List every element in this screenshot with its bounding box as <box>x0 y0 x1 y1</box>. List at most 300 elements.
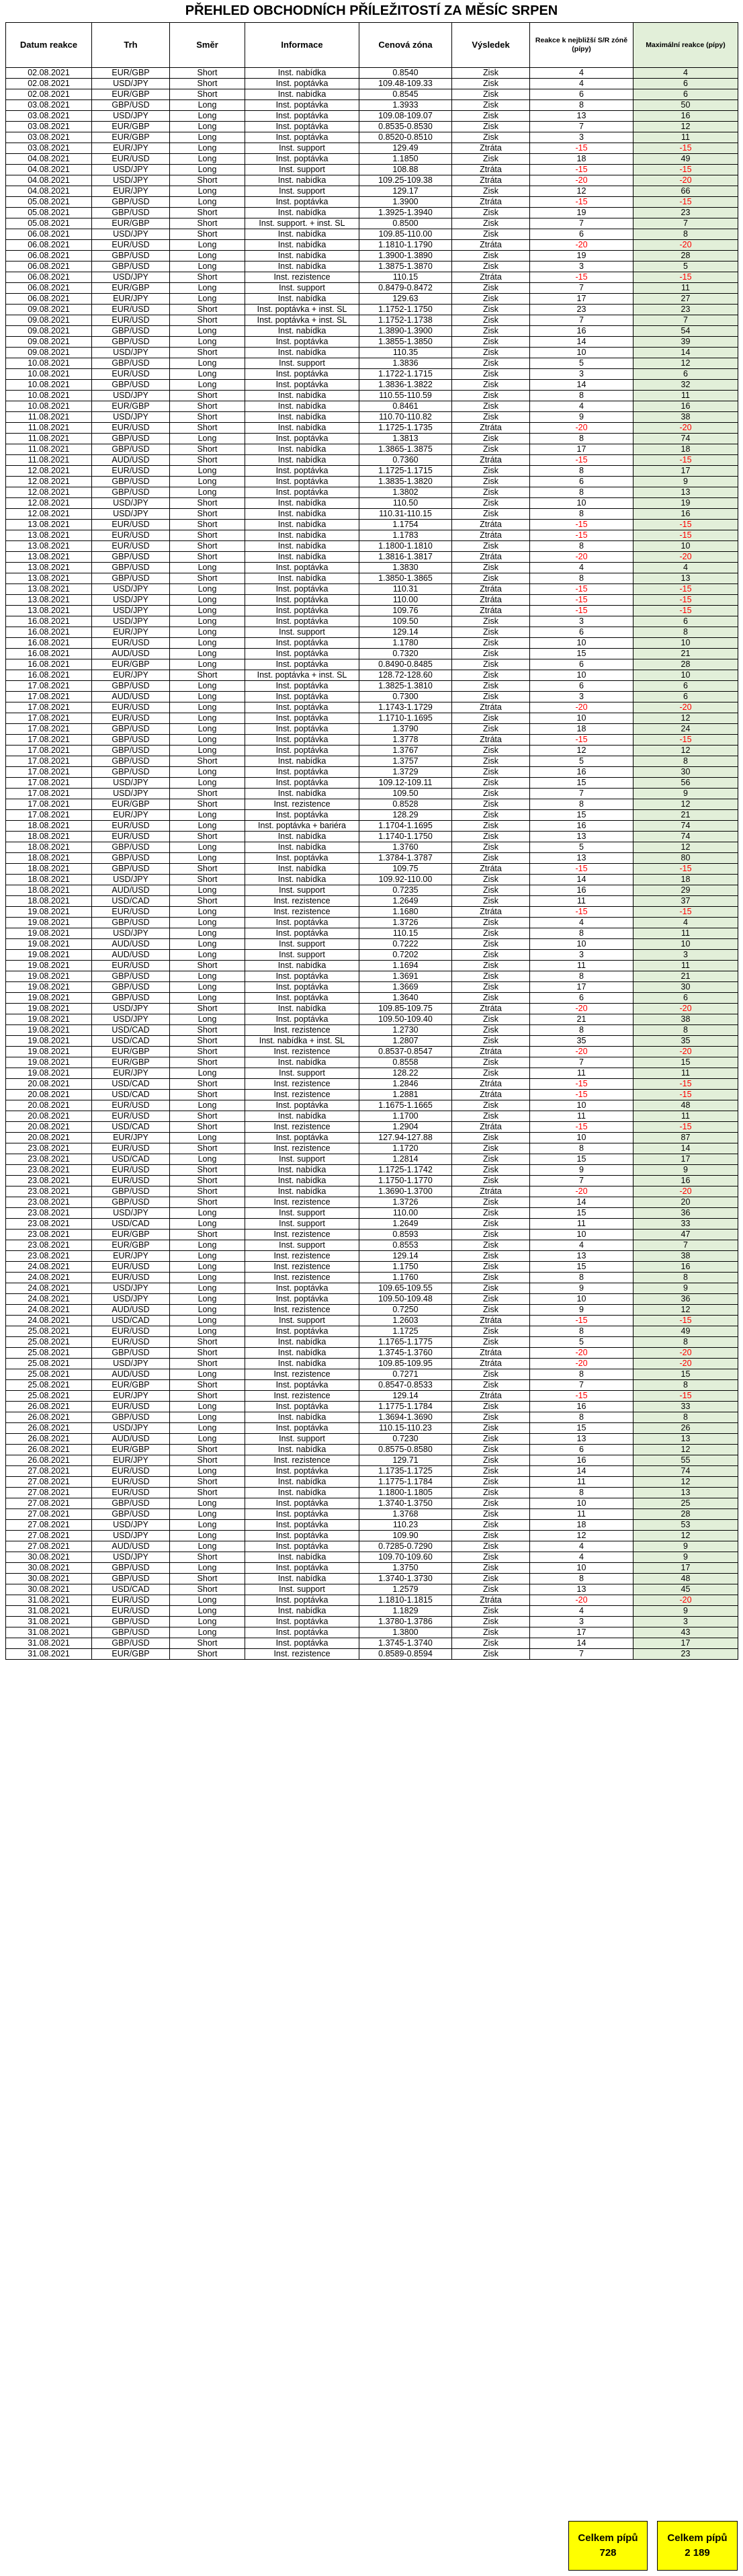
cell-smer: Short <box>170 229 245 240</box>
cell-smer: Short <box>170 455 245 466</box>
cell-vysledek: Zisk <box>452 337 530 348</box>
cell-datum: 06.08.2021 <box>6 272 92 283</box>
cell-datum: 30.08.2021 <box>6 1574 92 1584</box>
cell-datum: 10.08.2021 <box>6 380 92 391</box>
cell-max: -15 <box>633 165 738 175</box>
cell-zona: 110.15 <box>359 272 452 283</box>
cell-reakce: 14 <box>530 337 633 348</box>
cell-trh: GBP/USD <box>92 197 170 208</box>
cell-datum: 05.08.2021 <box>6 208 92 218</box>
table-row <box>6 939 738 950</box>
cell-informace: Inst. rezistence <box>245 1391 359 1402</box>
cell-datum: 17.08.2021 <box>6 778 92 789</box>
cell-zona: 0.8500 <box>359 218 452 229</box>
cell-reakce: 8 <box>530 434 633 444</box>
cell-reakce: 10 <box>530 638 633 649</box>
cell-smer: Long <box>170 283 245 294</box>
cell-vysledek: Zisk <box>452 842 530 853</box>
cell-zona: 1.1775-1.1784 <box>359 1402 452 1412</box>
cell-max: 30 <box>633 767 738 778</box>
cell-informace: Inst. nabídka <box>245 842 359 853</box>
cell-zona: 128.72-128.60 <box>359 670 452 681</box>
cell-informace: Inst. rezistence <box>245 1122 359 1133</box>
cell-smer: Long <box>170 885 245 896</box>
table-row <box>6 218 738 229</box>
cell-smer: Short <box>170 1348 245 1359</box>
cell-trh: EUR/GBP <box>92 68 170 79</box>
cell-reakce: 14 <box>530 875 633 885</box>
cell-max: 55 <box>633 1455 738 1466</box>
cell-zona: 1.1704-1.1695 <box>359 821 452 832</box>
cell-vysledek: Zisk <box>452 1036 530 1047</box>
cell-max: 13 <box>633 1434 738 1445</box>
cell-datum: 18.08.2021 <box>6 832 92 842</box>
cell-vysledek: Zisk <box>452 649 530 659</box>
cell-informace: Inst. poptávka + inst. SL <box>245 670 359 681</box>
cell-smer: Long <box>170 971 245 982</box>
table-row <box>6 950 738 961</box>
cell-vysledek: Ztráta <box>452 197 530 208</box>
table-row <box>6 380 738 391</box>
cell-smer: Long <box>170 186 245 197</box>
cell-max: 12 <box>633 358 738 369</box>
cell-datum: 03.08.2021 <box>6 132 92 143</box>
cell-max: -20 <box>633 1186 738 1197</box>
cell-informace: Inst. rezistence <box>245 1455 359 1466</box>
cell-max: 18 <box>633 444 738 455</box>
cell-datum: 17.08.2021 <box>6 692 92 702</box>
cell-reakce: 8 <box>530 466 633 477</box>
cell-datum: 19.08.2021 <box>6 1068 92 1079</box>
table-row <box>6 1014 738 1025</box>
header-reakce: Reakce k nejbližší S/R zóně (pípy) <box>530 23 633 68</box>
table-row <box>6 1100 738 1111</box>
cell-informace: Inst. poptávka <box>245 681 359 692</box>
cell-zona: 129.14 <box>359 627 452 638</box>
cell-datum: 26.08.2021 <box>6 1402 92 1412</box>
cell-max: -15 <box>633 595 738 606</box>
cell-informace: Inst. nabídka <box>245 444 359 455</box>
cell-vysledek: Ztráta <box>452 1186 530 1197</box>
cell-datum: 23.08.2021 <box>6 1197 92 1208</box>
cell-max: 8 <box>633 1273 738 1283</box>
cell-reakce: 9 <box>530 1165 633 1176</box>
cell-reakce: 4 <box>530 1552 633 1563</box>
cell-trh: USD/JPY <box>92 1014 170 1025</box>
cell-trh: USD/JPY <box>92 616 170 627</box>
cell-reakce: -15 <box>530 606 633 616</box>
cell-vysledek: Zisk <box>452 1541 530 1552</box>
cell-informace: Inst. poptávka <box>245 1638 359 1649</box>
cell-datum: 09.08.2021 <box>6 326 92 337</box>
cell-trh: EUR/USD <box>92 1100 170 1111</box>
cell-vysledek: Ztráta <box>452 584 530 595</box>
cell-datum: 17.08.2021 <box>6 746 92 756</box>
cell-smer: Short <box>170 391 245 401</box>
header-vysledek: Výsledek <box>452 23 530 68</box>
cell-reakce: 8 <box>530 541 633 552</box>
cell-zona: 129.71 <box>359 1455 452 1466</box>
cell-zona: 0.8540 <box>359 68 452 79</box>
cell-informace: Inst. support <box>245 1584 359 1595</box>
cell-smer: Short <box>170 89 245 100</box>
cell-vysledek: Zisk <box>452 713 530 724</box>
cell-reakce: 16 <box>530 326 633 337</box>
cell-datum: 26.08.2021 <box>6 1412 92 1423</box>
cell-reakce: 3 <box>530 1617 633 1627</box>
table-row <box>6 1531 738 1541</box>
cell-vysledek: Zisk <box>452 756 530 767</box>
cell-datum: 24.08.2021 <box>6 1305 92 1316</box>
cell-trh: USD/JPY <box>92 509 170 520</box>
table-row <box>6 1090 738 1100</box>
cell-smer: Long <box>170 1423 245 1434</box>
table-row <box>6 1595 738 1606</box>
table-row <box>6 1552 738 1563</box>
cell-datum: 16.08.2021 <box>6 670 92 681</box>
cell-reakce: 8 <box>530 487 633 498</box>
cell-informace: Inst. rezistence <box>245 1230 359 1240</box>
cell-datum: 16.08.2021 <box>6 616 92 627</box>
cell-max: 11 <box>633 132 738 143</box>
cell-informace: Inst. poptávka + inst. SL <box>245 305 359 315</box>
cell-max: -15 <box>633 1316 738 1326</box>
cell-trh: EUR/USD <box>92 961 170 971</box>
cell-zona: 1.2649 <box>359 1219 452 1230</box>
cell-reakce: 13 <box>530 832 633 842</box>
cell-informace: Inst. support <box>245 143 359 154</box>
cell-zona: 1.1740-1.1750 <box>359 832 452 842</box>
cell-datum: 25.08.2021 <box>6 1369 92 1380</box>
table-row <box>6 477 738 487</box>
cell-max: 8 <box>633 1412 738 1423</box>
cell-max: 10 <box>633 670 738 681</box>
cell-max: -15 <box>633 1079 738 1090</box>
cell-max: -15 <box>633 455 738 466</box>
cell-vysledek: Zisk <box>452 434 530 444</box>
cell-trh: USD/JPY <box>92 584 170 595</box>
cell-vysledek: Zisk <box>452 380 530 391</box>
cell-trh: USD/JPY <box>92 1552 170 1563</box>
cell-smer: Short <box>170 208 245 218</box>
cell-datum: 11.08.2021 <box>6 444 92 455</box>
cell-max: 17 <box>633 466 738 477</box>
cell-zona: 128.22 <box>359 1068 452 1079</box>
cell-trh: EUR/USD <box>92 315 170 326</box>
table-row <box>6 1122 738 1133</box>
cell-vysledek: Zisk <box>452 627 530 638</box>
cell-zona: 109.50 <box>359 616 452 627</box>
cell-vysledek: Zisk <box>452 1143 530 1154</box>
cell-trh: AUD/USD <box>92 692 170 702</box>
cell-informace: Inst. nabídka <box>245 251 359 261</box>
cell-trh: USD/JPY <box>92 391 170 401</box>
cell-zona: 1.3850-1.3865 <box>359 573 452 584</box>
table-row <box>6 487 738 498</box>
cell-reakce: -20 <box>530 175 633 186</box>
cell-informace: Inst. poptávka <box>245 100 359 111</box>
cell-vysledek: Zisk <box>452 154 530 165</box>
table-row <box>6 1509 738 1520</box>
cell-zona: 1.3778 <box>359 735 452 746</box>
cell-smer: Long <box>170 132 245 143</box>
cell-zona: 127.94-127.88 <box>359 1133 452 1143</box>
cell-vysledek: Zisk <box>452 1100 530 1111</box>
cell-trh: GBP/USD <box>92 1197 170 1208</box>
table-row <box>6 541 738 552</box>
cell-vysledek: Zisk <box>452 896 530 907</box>
cell-informace: Inst. poptávka <box>245 477 359 487</box>
cell-max: 6 <box>633 89 738 100</box>
cell-trh: EUR/GBP <box>92 218 170 229</box>
table-row <box>6 1541 738 1552</box>
cell-zona: 1.3745-1.3740 <box>359 1638 452 1649</box>
table-row <box>6 132 738 143</box>
totals-reakce <box>568 2521 648 2571</box>
cell-reakce: -15 <box>530 595 633 606</box>
cell-smer: Short <box>170 1111 245 1122</box>
cell-zona: 1.3925-1.3940 <box>359 208 452 218</box>
table-row <box>6 1273 738 1283</box>
cell-trh: AUD/USD <box>92 885 170 896</box>
cell-trh: EUR/USD <box>92 1176 170 1186</box>
cell-max: 21 <box>633 810 738 821</box>
cell-trh: EUR/GBP <box>92 1230 170 1240</box>
table-row <box>6 455 738 466</box>
cell-datum: 10.08.2021 <box>6 358 92 369</box>
cell-vysledek: Zisk <box>452 789 530 799</box>
cell-max: 24 <box>633 724 738 735</box>
cell-reakce: 8 <box>530 1488 633 1498</box>
cell-informace: Inst. nabídka <box>245 530 359 541</box>
cell-informace: Inst. rezistence <box>245 272 359 283</box>
cell-zona: 110.00 <box>359 595 452 606</box>
cell-reakce: 7 <box>530 1057 633 1068</box>
cell-smer: Long <box>170 563 245 573</box>
cell-smer: Short <box>170 1638 245 1649</box>
cell-smer: Short <box>170 412 245 423</box>
cell-informace: Inst. rezistence <box>245 1305 359 1316</box>
cell-trh: EUR/USD <box>92 1606 170 1617</box>
cell-smer: Long <box>170 595 245 606</box>
cell-vysledek: Zisk <box>452 1197 530 1208</box>
cell-vysledek: Zisk <box>452 132 530 143</box>
cell-max: 33 <box>633 1402 738 1412</box>
cell-zona: 110.31-110.15 <box>359 509 452 520</box>
cell-zona: 0.7300 <box>359 692 452 702</box>
cell-vysledek: Zisk <box>452 1133 530 1143</box>
cell-trh: EUR/GBP <box>92 401 170 412</box>
cell-smer: Long <box>170 1326 245 1337</box>
cell-smer: Long <box>170 724 245 735</box>
cell-informace: Inst. poptávka <box>245 1423 359 1434</box>
cell-reakce: 7 <box>530 1649 633 1660</box>
cell-datum: 19.08.2021 <box>6 950 92 961</box>
cell-datum: 19.08.2021 <box>6 1047 92 1057</box>
cell-trh: AUD/USD <box>92 1369 170 1380</box>
cell-trh: EUR/JPY <box>92 143 170 154</box>
table-row <box>6 1240 738 1251</box>
cell-informace: Inst. nabídka <box>245 294 359 305</box>
table-row <box>6 649 738 659</box>
cell-trh: EUR/USD <box>92 832 170 842</box>
cell-informace: Inst. poptávka <box>245 638 359 649</box>
cell-max: 12 <box>633 1477 738 1488</box>
header-row <box>6 23 738 68</box>
table-row <box>6 1584 738 1595</box>
cell-datum: 17.08.2021 <box>6 702 92 713</box>
cell-datum: 19.08.2021 <box>6 1004 92 1014</box>
cell-trh: GBP/USD <box>92 1574 170 1584</box>
cell-reakce: 5 <box>530 1337 633 1348</box>
cell-informace: Inst. support. + inst. SL <box>245 218 359 229</box>
table-row <box>6 1488 738 1498</box>
cell-zona: 1.3691 <box>359 971 452 982</box>
cell-zona: 0.8589-0.8594 <box>359 1649 452 1660</box>
table-row <box>6 724 738 735</box>
cell-zona: 0.8520-0.8510 <box>359 132 452 143</box>
cell-reakce: 10 <box>530 1294 633 1305</box>
opportunities-table <box>5 22 738 1660</box>
cell-reakce: 15 <box>530 1208 633 1219</box>
table-row <box>6 1208 738 1219</box>
cell-smer: Short <box>170 348 245 358</box>
cell-datum: 11.08.2021 <box>6 434 92 444</box>
cell-reakce: 15 <box>530 1262 633 1273</box>
cell-reakce: 17 <box>530 294 633 305</box>
cell-zona: 1.1810-1.1815 <box>359 1595 452 1606</box>
cell-vysledek: Zisk <box>452 1402 530 1412</box>
cell-informace: Inst. poptávka <box>245 337 359 348</box>
cell-informace: Inst. poptávka <box>245 606 359 616</box>
cell-smer: Short <box>170 175 245 186</box>
cell-smer: Long <box>170 692 245 702</box>
table-body <box>6 68 738 1660</box>
cell-reakce: 8 <box>530 1025 633 1036</box>
cell-vysledek: Zisk <box>452 186 530 197</box>
cell-datum: 23.08.2021 <box>6 1186 92 1197</box>
cell-datum: 06.08.2021 <box>6 240 92 251</box>
cell-vysledek: Zisk <box>452 68 530 79</box>
cell-smer: Long <box>170 1294 245 1305</box>
cell-reakce: -20 <box>530 1595 633 1606</box>
cell-trh: GBP/USD <box>92 1563 170 1574</box>
cell-trh: EUR/USD <box>92 1477 170 1488</box>
cell-informace: Inst. poptávka <box>245 380 359 391</box>
cell-max: -20 <box>633 240 738 251</box>
cell-informace: Inst. poptávka <box>245 1014 359 1025</box>
cell-reakce: 16 <box>530 767 633 778</box>
cell-reakce: 11 <box>530 1219 633 1230</box>
cell-reakce: 10 <box>530 498 633 509</box>
cell-reakce: 8 <box>530 509 633 520</box>
cell-zona: 109.76 <box>359 606 452 616</box>
cell-max: 21 <box>633 649 738 659</box>
table-row <box>6 261 738 272</box>
cell-vysledek: Zisk <box>452 1068 530 1079</box>
cell-zona: 1.2881 <box>359 1090 452 1100</box>
cell-max: 30 <box>633 982 738 993</box>
cell-trh: AUD/USD <box>92 1305 170 1316</box>
cell-max: 6 <box>633 79 738 89</box>
cell-smer: Short <box>170 1197 245 1208</box>
cell-smer: Long <box>170 1305 245 1316</box>
cell-reakce: 6 <box>530 681 633 692</box>
cell-vysledek: Ztráta <box>452 175 530 186</box>
cell-zona: 109.75 <box>359 864 452 875</box>
cell-smer: Long <box>170 821 245 832</box>
table-row <box>6 616 738 627</box>
cell-reakce: 17 <box>530 444 633 455</box>
cell-trh: GBP/USD <box>92 853 170 864</box>
cell-informace: Inst. poptávka <box>245 1294 359 1305</box>
cell-smer: Long <box>170 1434 245 1445</box>
cell-datum: 05.08.2021 <box>6 218 92 229</box>
cell-trh: EUR/USD <box>92 702 170 713</box>
cell-zona: 0.7230 <box>359 1434 452 1445</box>
cell-smer: Long <box>170 380 245 391</box>
cell-vysledek: Zisk <box>452 563 530 573</box>
cell-datum: 04.08.2021 <box>6 165 92 175</box>
table-row <box>6 1133 738 1143</box>
cell-trh: USD/CAD <box>92 1090 170 1100</box>
table-row <box>6 79 738 89</box>
cell-smer: Long <box>170 1273 245 1283</box>
cell-trh: EUR/JPY <box>92 1455 170 1466</box>
table-row <box>6 713 738 724</box>
cell-reakce: -15 <box>530 520 633 530</box>
cell-vysledek: Zisk <box>452 1230 530 1240</box>
table-row <box>6 832 738 842</box>
cell-zona: 1.1694 <box>359 961 452 971</box>
cell-max: 74 <box>633 821 738 832</box>
cell-datum: 16.08.2021 <box>6 659 92 670</box>
cell-smer: Long <box>170 918 245 928</box>
cell-max: 28 <box>633 251 738 261</box>
cell-reakce: -15 <box>530 1079 633 1090</box>
cell-max: 6 <box>633 993 738 1004</box>
table-row <box>6 896 738 907</box>
cell-max: 6 <box>633 692 738 702</box>
cell-max: 16 <box>633 111 738 122</box>
cell-trh: GBP/USD <box>92 380 170 391</box>
cell-zona: 0.8547-0.8533 <box>359 1380 452 1391</box>
cell-datum: 04.08.2021 <box>6 154 92 165</box>
cell-max: 4 <box>633 918 738 928</box>
cell-vysledek: Zisk <box>452 1369 530 1380</box>
cell-max: 74 <box>633 1466 738 1477</box>
cell-vysledek: Zisk <box>452 1531 530 1541</box>
cell-informace: Inst. poptávka <box>245 1402 359 1412</box>
cell-trh: EUR/JPY <box>92 810 170 821</box>
cell-smer: Long <box>170 638 245 649</box>
cell-trh: GBP/USD <box>92 1627 170 1638</box>
cell-zona: 110.31 <box>359 584 452 595</box>
cell-datum: 23.08.2021 <box>6 1251 92 1262</box>
table-row <box>6 186 738 197</box>
cell-max: -20 <box>633 1047 738 1057</box>
cell-zona: 1.3790 <box>359 724 452 735</box>
cell-vysledek: Zisk <box>452 1380 530 1391</box>
cell-informace: Inst. poptávka <box>245 1380 359 1391</box>
cell-max: -15 <box>633 735 738 746</box>
cell-datum: 13.08.2021 <box>6 595 92 606</box>
cell-max: 7 <box>633 315 738 326</box>
cell-trh: EUR/GBP <box>92 1380 170 1391</box>
cell-max: 10 <box>633 541 738 552</box>
table-row <box>6 799 738 810</box>
cell-zona: 129.17 <box>359 186 452 197</box>
